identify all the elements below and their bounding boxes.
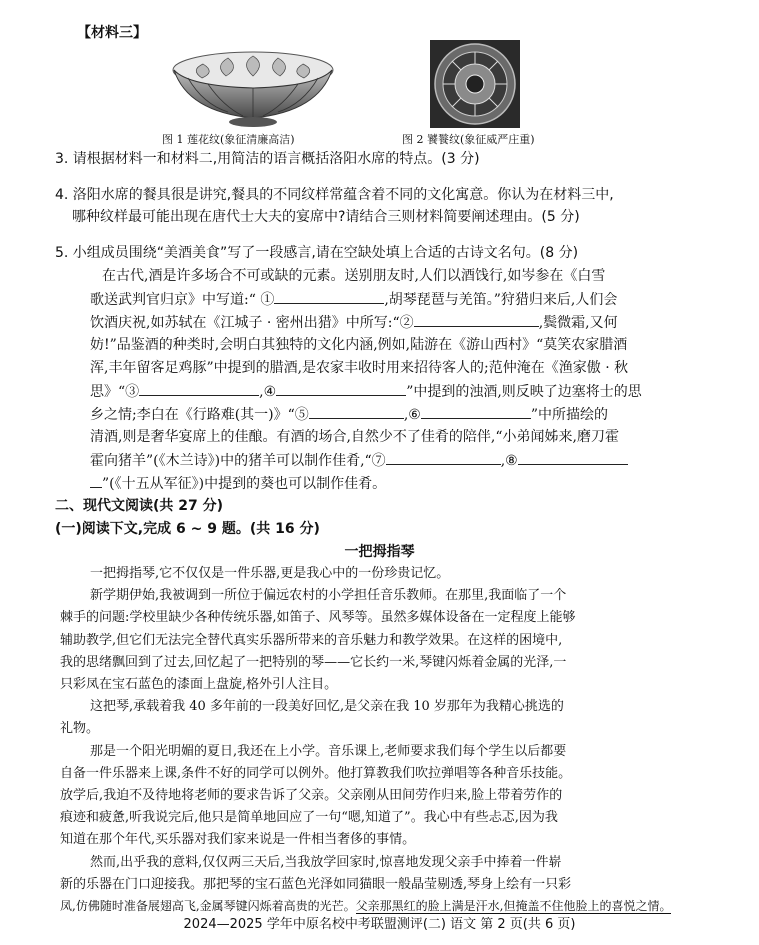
q5-text: 乡之情;李白在《行路难(其一)》“⑤ [90, 407, 309, 423]
story-line-9: 那是一个阳光明媚的夏日,我还在上小学。音乐课上,老师要求我们每个学生以后都要 [90, 743, 567, 759]
lotus-bowl-icon [168, 42, 338, 128]
blank-8[interactable] [518, 450, 628, 465]
story-line-7: 这把琴,承载着我 40 多年前的一段美好回忆,是父亲在我 10 岁那年为我精心挑选的 [90, 699, 564, 715]
question-3: 3. 请根据材料一和材料二,用简洁的语言概括洛阳水席的特点。(3 分) [55, 151, 480, 167]
q5-para-line-6 [0, 381, 759, 402]
story-line-5: 我的思绪飘回到了过去,回忆起了一把特别的琴——它长约一米,琴键闪烁着金属的光泽,一 [60, 654, 567, 670]
story-line-8: 礼物。 [60, 721, 100, 737]
blank-2[interactable] [414, 312, 539, 327]
material-label: 【材料三】 [77, 25, 147, 41]
q5-para-line-9 [0, 450, 759, 471]
q5-text: 饮酒庆祝,如苏轼在《江城子 · 密州出猎》中所写:“② [90, 315, 414, 331]
figure-2 [430, 40, 520, 128]
story-line-15: 新的乐器在门口迎接我。那把琴的宝石蓝色光泽如同猫眼一般晶莹剔透,琴身上绘有一只彩 [60, 876, 572, 892]
story-line-3: 棘手的问题:学校里缺少各种传统乐器,如笛子、风琴等。虽然多媒体设备在一定程度上能够 [60, 610, 576, 626]
q5-para-line-1: 在古代,酒是许多场合不可或缺的元素。送别朋友时,人们以酒饯行,如岑参在《白雪 [102, 268, 606, 284]
q5-text: 霍向猪羊”(《木兰诗》)中的猪羊可以制作佳肴,“⑦ [90, 453, 386, 469]
q5-para-line-2 [0, 289, 759, 310]
blank-6[interactable] [421, 404, 531, 419]
figure-1-caption: 图 1 莲花纹(象征清廉高洁) [162, 133, 295, 146]
q5-text: ,⑥ [403, 407, 421, 423]
story-line-2: 新学期伊始,我被调到一所位于偏远农村的小学担任音乐教师。在那里,我面临了一个 [90, 588, 567, 604]
blank-4[interactable] [276, 381, 406, 396]
q5-text: ”中提到的浊酒,则反映了边塞将士的思 [406, 384, 642, 400]
story-line-10: 自备一件乐器来上课,条件不好的同学可以例外。他打算教我们吹拉弹唱等各种音乐技能。 [60, 765, 572, 781]
story-line-16 [0, 898, 700, 914]
figure-1 [168, 42, 338, 130]
q5-para-line-5: 浑,丰年留客足鸡豚”中提到的腊酒,是农家丰收时用来招待客人的;范仲淹在《渔家傲 · 秋 [90, 360, 629, 376]
page-footer: 2024—2025 学年中原名校中考联盟测评(二) 语文 第 2 页(共 6 页) [183, 917, 576, 932]
story-line-11: 放学后,我迫不及待地将老师的要求告诉了父亲。父亲刚从田间劳作归来,脸上带着劳作的 [60, 788, 563, 803]
blank-3[interactable] [139, 381, 259, 396]
story-line-6: 只彩凤在宝石蓝色的漆面上盘旋,格外引人注目。 [60, 677, 338, 692]
q5-text: ,胡琴琵琶与羌笛。”狩猎归来后,人们会 [384, 292, 618, 308]
question-4-line-2: 哪种纹样最可能出现在唐代士大夫的宴席中?请结合三则材料简要阐述理由。(5 分) [72, 209, 580, 225]
section-2-heading: 二、现代文阅读(共 27 分) [55, 498, 224, 514]
story-line-12: 痕迹和疲惫,听我说完后,他只是简单地回应了一句“嗯,知道了”。我心中有些忐忑,因为我 [60, 810, 558, 826]
q5-text: ,⑧ [500, 453, 518, 469]
blank-1[interactable] [274, 289, 384, 304]
q5-text: ”(《十五从军征》)中提到的葵也可以制作佳肴。 [102, 476, 387, 492]
blank-8-cont[interactable] [90, 473, 102, 488]
story-line-1: 一把拇指琴,它不仅仅是一件乐器,更是我心中的一份珍贵记忆。 [90, 566, 450, 581]
q5-text: ,④ [259, 384, 277, 400]
story-line-14: 然而,出乎我的意料,仅仅两三天后,当我放学回家时,惊喜地发现父亲手中捧着一件崭 [90, 854, 562, 870]
taotie-plate-icon [430, 40, 520, 128]
q5-para-line-3 [0, 312, 759, 333]
blank-7[interactable] [386, 450, 501, 465]
q5-text: 歌送武判官归京》中写道:“ ① [90, 292, 275, 308]
blank-5[interactable] [309, 404, 404, 419]
q5-text: 思》“③ [90, 384, 140, 400]
part-1-heading: (一)阅读下文,完成 6 ~ 9 题。(共 16 分) [55, 521, 320, 537]
question-4-line-1: 4. 洛阳水席的餐具很是讲究,餐具的不同纹样常蕴含着不同的文化寓意。你认为在材料三中, [55, 187, 614, 203]
story-line-13: 知道在那个年代,买乐器对我们家来说是一件相当奢侈的事情。 [60, 832, 416, 848]
q5-para-line-10 [0, 473, 759, 494]
q5-para-line-4: 妨!”品鉴酒的种类时,会明白其独特的文化内涵,例如,陆游在《游山西村》“莫笑农家腊酒 [90, 337, 628, 353]
story-text: 凤,仿佛随时准备展翅高飞,金属琴键闪烁着高贵的光芒。 [60, 899, 356, 913]
figure-2-caption: 图 2 饕餮纹(象征威严庄重) [402, 133, 535, 146]
underlined-sentence: 父亲那黑红的脸上满是汗水,但掩盖不住他脸上的喜悦之情。 [355, 899, 672, 913]
q5-para-line-8: 清酒,则是奢华宴席上的佳酿。有酒的场合,自然少不了佳肴的陪伴,“小弟闻姊来,磨刀霍 [90, 429, 619, 445]
story-line-4: 辅助教学,但它们无法完全替代真实乐器所带来的音乐魅力和教学效果。在这样的困境中, [60, 632, 563, 648]
q5-text: ”中所描绘的 [530, 407, 608, 423]
story-title: 一把拇指琴 [344, 544, 415, 560]
question-5-title: 5. 小组成员围绕“美酒美食”写了一段感言,请在空缺处填上合适的古诗文名句。(8 分) [55, 245, 579, 261]
q5-para-line-7 [0, 404, 759, 425]
q5-text: ,鬓微霜,又何 [538, 315, 618, 331]
